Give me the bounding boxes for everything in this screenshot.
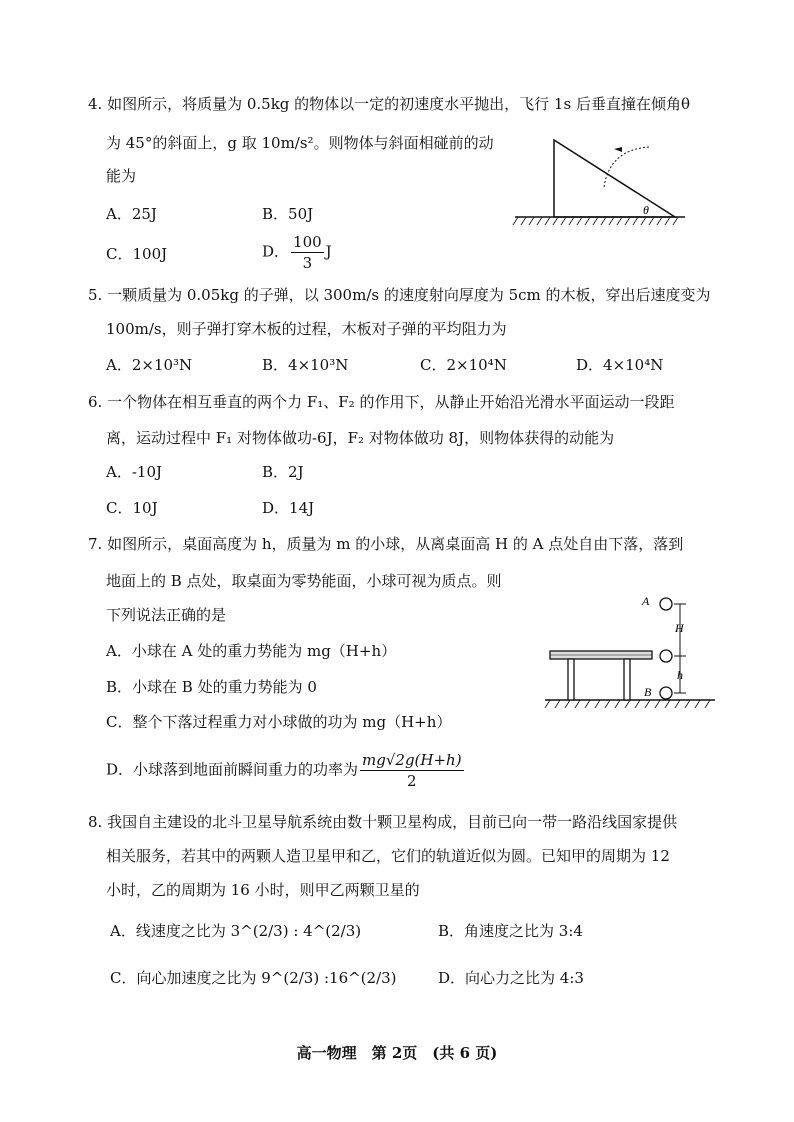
q8-option-b: B．角速度之比为 3:4 <box>438 922 583 940</box>
q4-option-d-prefix: D． <box>262 242 290 261</box>
q4-stem-line1: 4. 如图所示，将质量为 0.5kg 的物体以一定的初速度水平抛出，飞行 1s 后垂直撞在倾角θ <box>88 95 690 113</box>
q8-stem-line3: 小时，乙的周期为 16 小时，则甲乙两颗卫星的 <box>106 881 420 899</box>
q7-option-a: A．小球在 A 处的重力势能为 mg（H+h） <box>106 642 397 660</box>
q8-option-c: C．向心加速度之比为 9^(2/3) :16^(2/3) <box>110 969 397 987</box>
page-footer: 高一物理 第 2页 (共 6 页) <box>296 1044 498 1062</box>
q7-height-h-label: h <box>677 668 683 682</box>
q8-option-d: D．向心力之比为 4:3 <box>438 969 584 987</box>
q6-stem-line2: 离，运动过程中 F₁ 对物体做功-6J，F₂ 对物体做功 8J，则物体获得的动能为 <box>106 429 615 447</box>
q5-stem-line2: 100m/s，则子弹打穿木板的过程，木板对子弹的平均阻力为 <box>106 320 507 338</box>
q7-stem-line1: 7. 如图所示，桌面高度为 h，质量为 m 的小球，从离桌面高 H 的 A 点处自由下落，落到 <box>88 535 684 553</box>
q7-option-d-numerator: mg√2g(H+h) <box>362 751 462 769</box>
q8-stem-line2: 相关服务，若其中的两颗人造卫星甲和乙，它们的轨道近似为圆。已知甲的周期为 12 <box>106 847 670 865</box>
q5-option-a: A．2×10³N <box>106 356 193 374</box>
q4-option-d <box>262 232 332 273</box>
q7-point-b-label: B <box>644 685 652 699</box>
q6-stem-line1: 6. 一个物体在相互垂直的两个力 F₁、F₂ 的作用下，从静止开始沿光滑水平面运动一段距 <box>88 393 675 411</box>
q7-stem-line2: 地面上的 B 点处，取桌面为零势能面，小球可视为质点。则 <box>106 572 502 590</box>
q7-option-c: C．整个下落过程重力对小球做的功为 mg（H+h） <box>106 713 452 731</box>
q4-option-d-unit: J <box>325 242 332 261</box>
q4-option-d-fraction <box>291 232 324 273</box>
q5-stem-line1: 5. 一颗质量为 0.05kg 的子弹，以 300m/s 的速度射向厚度为 5cm 的木板，穿出后速度变为 <box>88 286 711 304</box>
q7-point-a-label: A <box>642 594 650 608</box>
q4-incline-figure <box>510 135 690 230</box>
q7-table-figure <box>540 590 720 715</box>
q6-option-d: D．14J <box>262 499 315 517</box>
q7-option-d-fraction <box>360 750 464 791</box>
q8-stem-line1: 8. 我国自主建设的北斗卫星导航系统由数十颗卫星构成，目前已向一带一路沿线国家提供 <box>88 813 678 831</box>
q5-option-d: D．4×10⁴N <box>576 356 664 374</box>
q4-stem-line2: 为 45°的斜面上，g 取 10m/s²。则物体与斜面相碰前的动 <box>106 134 494 152</box>
q5-option-c: C．2×10⁴N <box>420 356 507 374</box>
q7-option-d-denominator: 2 <box>407 772 417 790</box>
q4-option-b: B．50J <box>262 205 314 223</box>
q4-option-c: C．100J <box>106 245 168 263</box>
q4-option-a: A．25J <box>106 205 157 223</box>
q4-stem-line3: 能为 <box>106 167 137 185</box>
q6-option-a: A．-10J <box>106 463 163 481</box>
q5-option-b: B．4×10³N <box>262 356 349 374</box>
q6-option-c: C．10J <box>106 499 158 517</box>
q6-option-b: B．2J <box>262 463 304 481</box>
q4-theta-label: θ <box>643 203 649 217</box>
q7-height-H-label: H <box>675 621 684 635</box>
q7-stem-line3: 下列说法正确的是 <box>106 606 227 624</box>
q7-option-b: B．小球在 B 处的重力势能为 0 <box>106 678 317 696</box>
q4-option-d-numerator: 100 <box>293 233 322 251</box>
q4-option-d-denominator: 3 <box>302 254 313 272</box>
q7-option-d-prefix: D．小球落到地面前瞬间重力的功率为 <box>106 760 359 779</box>
q7-option-d <box>106 750 466 791</box>
q8-option-a: A．线速度之比为 3^(2/3) : 4^(2/3) <box>110 922 362 940</box>
